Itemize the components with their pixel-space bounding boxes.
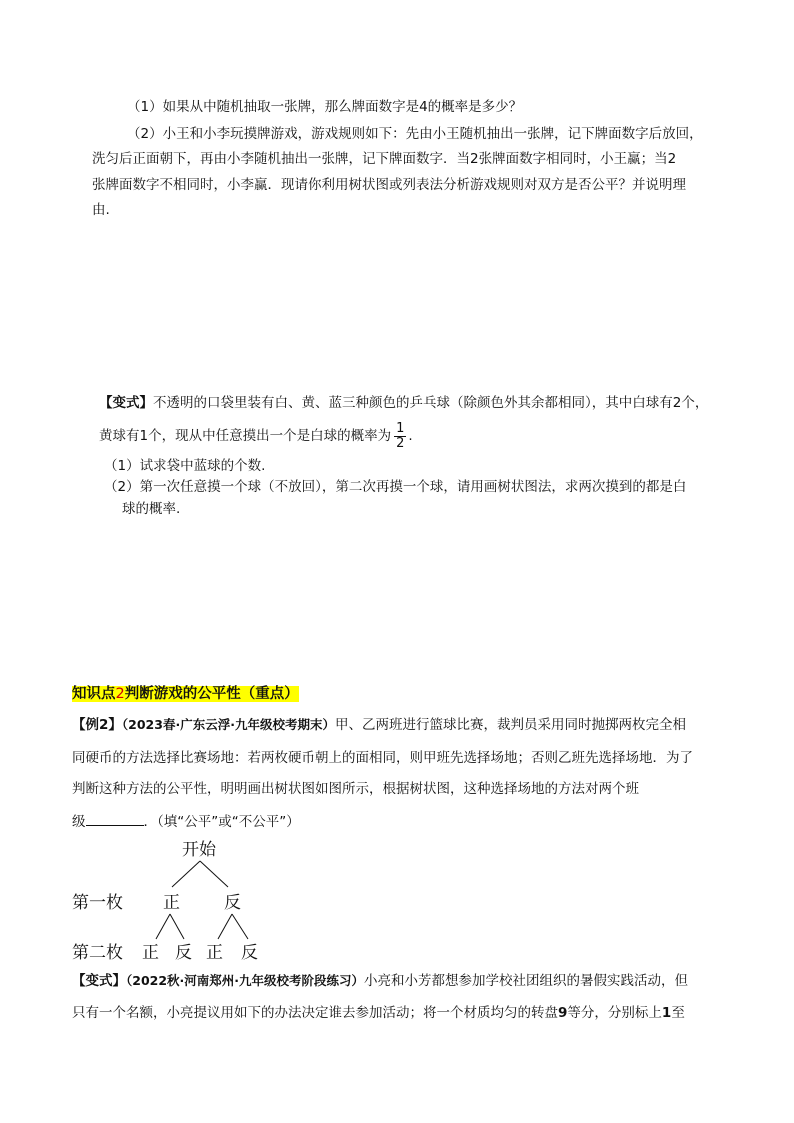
variant2-text2a: 只有一个名额，小亮提议用如下的办法决定谁去参加活动；将一个材质均匀的转盘 [72, 1005, 558, 1021]
variant1-part1: （1）试求袋中蓝球的个数. [104, 458, 266, 474]
variant2-num1: 1 [661, 1005, 672, 1021]
variant2-text2e: 至 [671, 1005, 685, 1021]
variant2-tag: 【变式】 [72, 973, 126, 989]
variant2-text2c: 等分，分别标上 [567, 1005, 662, 1021]
fraction-denominator: 2 [396, 435, 405, 451]
section-heading [72, 684, 299, 704]
example2-text4-end: ．（填“公平”或“不公平”） [143, 814, 300, 830]
tree-row2-label: 第二枚 [72, 943, 123, 963]
tree-diagram [60, 836, 300, 966]
example2-source: （2023春·广东云浮·九年级校考期末） [121, 717, 335, 732]
variant1-part2-line2: 球的概率. [122, 501, 181, 517]
tree-branch [172, 861, 200, 887]
example2-line1 [72, 715, 686, 735]
variant1-tag: 【变式】 [99, 395, 153, 411]
variant2-text1: 小亮和小芳都想参加学校社团组织的暑假实践活动，但 [364, 973, 689, 989]
example2-text4-start: 级 [72, 814, 86, 830]
q1-part2-line3: 张牌面数字不相同时，小李赢．现请你利用树状图或列表法分析游戏规则对双方是否公平？并说明理 [92, 177, 686, 193]
variant1-line2 [99, 420, 413, 452]
tree-branch [232, 914, 248, 939]
tree-root: 开始 [182, 840, 216, 860]
section-prefix: 知识点 [72, 686, 116, 702]
tree-row1-label: 第一枚 [72, 893, 123, 913]
example2-line2: 同硬币的方法选择比赛场地：若两枚硬币朝上的面相同，则甲班先选择场地；否则乙班先选择场地．为了 [72, 750, 693, 766]
tree-first-fan: 反 [224, 893, 241, 913]
variant1-part2-line1: （2）第一次任意摸一个球（不放回），第二次再摸一个球，请用画树状图法，求两次摸到的都是白 [104, 479, 687, 495]
answer-blank[interactable] [86, 811, 144, 826]
q1-part2-line4: 由. [92, 202, 110, 218]
tree-second-4: 反 [241, 943, 258, 963]
variant2-line2 [72, 1003, 685, 1023]
variant2-line1 [72, 971, 688, 991]
tree-second-2: 反 [175, 943, 192, 963]
example2-text1: 甲、乙两班进行篮球比赛，裁判员采用同时抛掷两枚完全相 [334, 717, 686, 733]
variant2-num9: 9 [558, 1005, 568, 1021]
tree-first-zheng: 正 [163, 893, 180, 913]
variant1-line1 [99, 393, 708, 413]
q1-part2-line2: 洗匀后正面朝下，再由小李随机抽出一张牌，记下牌面数字．当2张牌面数字相同时，小王赢；当2 [92, 151, 677, 167]
example2-line3: 判断这种方法的公平性，明明画出树状图如图所示，根据树状图，这种选择场地的方法对两个班 [72, 781, 639, 797]
example2-tag: 【例2】 [72, 717, 122, 733]
section-title: 判断游戏的公平性（重点） [124, 686, 299, 702]
section-number: 2 [115, 686, 125, 702]
variant1-text2-end: . [408, 428, 413, 444]
probability-fraction [394, 422, 406, 451]
tree-second-1: 正 [142, 943, 159, 963]
fraction-numerator: 1 [396, 420, 405, 436]
variant1-text1: 不透明的口袋里装有白、黄、蓝三种颜色的乒乓球（除颜色外其余都相同），其中白球有2个， [153, 395, 709, 411]
variant2-source: （2022秋·河南郑州·九年级校考阶段练习） [126, 973, 365, 988]
variant1-text2: 黄球有1个，现从中任意摸出一个是白球的概率为 [99, 428, 392, 444]
q1-part2-line1: （2）小王和小李玩摸牌游戏，游戏规则如下：先由小王随机抽出一张牌，记下牌面数字后放回， [127, 126, 703, 142]
tree-branch [218, 914, 232, 939]
tree-second-3: 正 [206, 943, 223, 963]
example2-line4 [72, 811, 300, 832]
q1-part1: （1）如果从中随机抽取一张牌，那么牌面数字是4的概率是多少？ [127, 99, 523, 115]
tree-branch [170, 914, 184, 939]
tree-branch [200, 861, 228, 887]
tree-branch [156, 914, 170, 939]
